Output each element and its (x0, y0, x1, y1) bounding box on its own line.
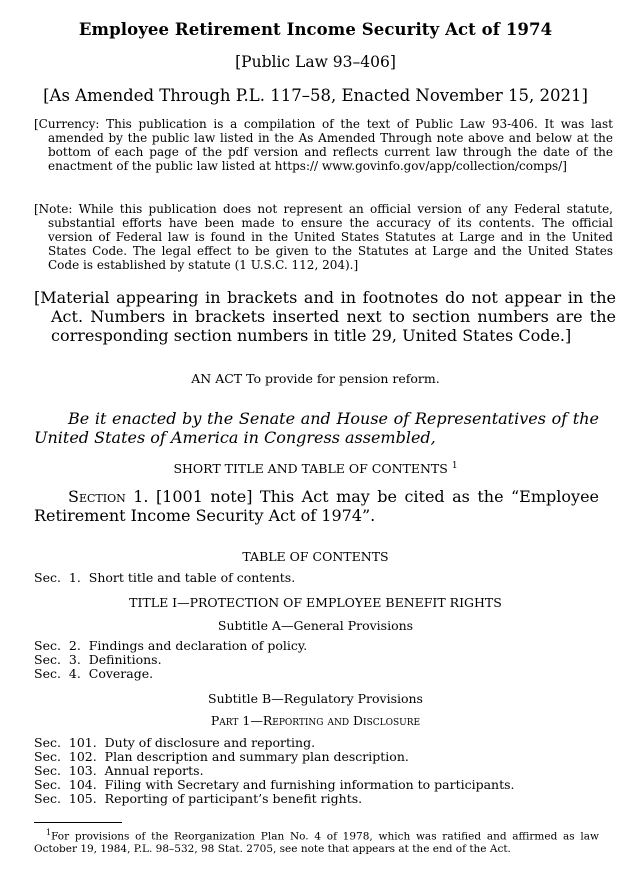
short-title-heading (0, 461, 631, 476)
an-act-line: AN ACT To provide for pension reform. (191, 371, 440, 386)
toc-entry: Sec. 4. Coverage. (34, 666, 154, 681)
brackets-note: [Material appearing in brackets and in footnotes do not appear in the Act. Numbers in brackets inserted next to section numbers are the corresponding section numbers in title 29, United States Code.] (34, 288, 616, 345)
footnote-divider (34, 822, 122, 823)
toc-heading: TABLE OF CONTENTS (242, 549, 389, 564)
short-title-heading-text: SHORT TITLE AND TABLE OF CONTENTS (173, 461, 448, 477)
section-1 (34, 487, 599, 525)
toc-title-1: TITLE I—PROTECTION OF EMPLOYEE BENEFIT RIGHTS (129, 595, 502, 610)
toc-entry-sec-1: Sec. 1. Short title and table of contents. (34, 570, 296, 585)
section-1-usc-note: [1001 note] (155, 487, 253, 506)
toc-entry: Sec. 2. Findings and declaration of policy. (34, 638, 308, 653)
toc-subtitle-a: Subtitle A—General Provisions (217, 618, 414, 633)
toc-entry: Sec. 102. Plan description and summary plan description. (34, 749, 409, 764)
footnote-number: 1 (46, 828, 52, 837)
enacting-clause: Be it enacted by the Senate and House of Representatives of the United States of America in Congress assembled, (34, 409, 599, 447)
toc-entry: Sec. 101. Duty of disclosure and reporting. (34, 735, 316, 750)
toc-part-1: Part 1—Reporting and Disclosure (210, 713, 421, 728)
footnote (34, 827, 599, 855)
toc-subtitle-b: Subtitle B—Regulatory Provisions (208, 691, 423, 706)
public-law-number: [Public Law 93–406] (235, 53, 396, 71)
toc-entry: Sec. 3. Definitions. (34, 652, 162, 667)
footnote-ref: 1 (451, 461, 458, 471)
act-title: Employee Retirement Income Security Act of 1974 (78, 20, 553, 39)
section-1-text: This Act may be cited as the “Employee Retirement Income Security Act of 1974”. (34, 487, 600, 525)
toc-entry: Sec. 103. Annual reports. (34, 763, 204, 778)
toc-entry: Sec. 104. Filing with Secretary and furnishing information to participants. (34, 777, 515, 792)
section-1-label: Section 1. (68, 487, 149, 506)
toc-entry: Sec. 105. Reporting of participant’s benefit rights. (34, 791, 363, 806)
currency-note: [Currency: This publication is a compilation of the text of Public Law 93-406. It was last amended by the public law listed in the As Amended Through note above and below at the bottom of each page of the pdf version and reflects current law through the date of the enactment of the public law listed at https:// www.govinfo.gov/app/collection/comps/] (34, 117, 613, 173)
footnote-text: For provisions of the Reorganization Plan No. 4 of 1978, which was ratified and affirmed as law October 19, 1984, P.L. 98–532, 98 Stat. 2705, see note that appears at the end of the Act. (34, 830, 599, 855)
official-version-note: [Note: While this publication does not represent an official version of any Federal statute, substantial efforts have been made to ensure the accuracy of its contents. The official version of Federal law is found in the United States Statutes at Large and in the United States Code. The legal effect to be given to the Statutes at Large and the United States Code is established by statute (1 U.S.C. 112, 204).] (34, 202, 613, 272)
amended-through-note: [As Amended Through P.L. 117–58, Enacted November 15, 2021] (43, 86, 588, 105)
